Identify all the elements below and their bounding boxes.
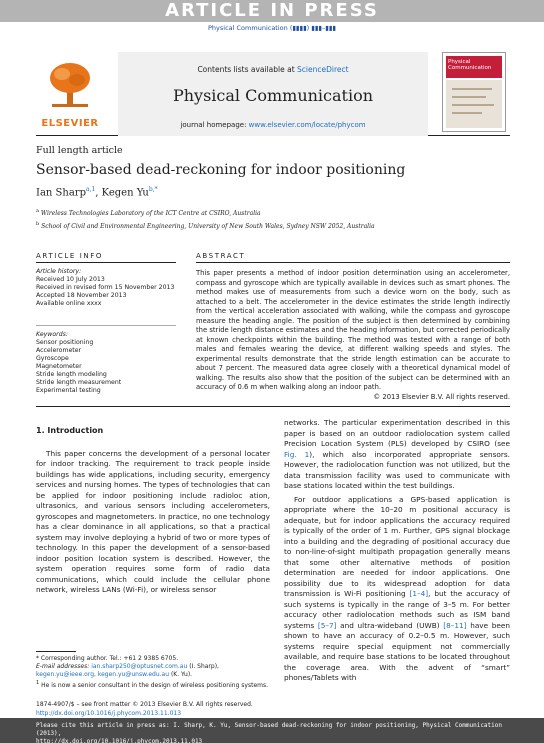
keyword: Stride length measurement [36,379,122,386]
author-marks[interactable]: a,1 [85,186,96,193]
publisher-logo[interactable] [36,60,104,132]
keyword: Sensor positioning [36,339,94,346]
figure-link[interactable]: Fig. 1 [284,449,310,459]
homepage-link[interactable]: www.elsevier.com/locate/phycom [248,121,366,129]
affiliation-mark: a [36,208,39,214]
footnote-1 [36,679,270,690]
email-owner: (I. Sharp), [189,663,219,670]
author-name[interactable]: Kegen Yu [101,187,149,199]
contents-line [118,65,428,74]
body-left-column [36,426,270,599]
journal-reference[interactable]: Physical Communication (▮▮▮▮) ▮▮▮–▮▮▮ [208,24,336,32]
divider [36,406,510,407]
email-owner: (K. Yu). [170,671,193,678]
article-in-press-banner: ARTICLE IN PRESS [0,0,544,22]
email-link[interactable]: ian.sharp250@optusnet.com.au [91,663,188,670]
article-info-heading: ARTICLE INFO [36,252,103,260]
divider [36,262,176,263]
paper-title: Sensor-based dead-reckoning for indoor positioning [36,162,406,178]
affiliation [36,219,510,232]
footnote-rule [36,651,76,652]
citation-link[interactable]: [8–11] [443,620,467,630]
history-item: Received in revised form 15 November 2013 [36,284,175,291]
footnote-mark: 1 [36,680,40,686]
affiliation-mark: b [36,221,40,227]
affiliations [36,206,510,232]
masthead-center [118,52,428,136]
text-run: have been shown to have an accuracy of 0.2–0.5 m. However, such systems require special equipment not commercially available, and require base stations to be located throughout the coverage area. With the advent of “smart” phones/Tablets with [284,620,511,682]
text-run: and ultra-wideband (UWB) [336,620,444,630]
corresponding-author-note [36,655,270,663]
citation-link[interactable]: [5–7] [317,620,337,630]
corresponding-text: Corresponding author. Tel.: +61 2 9385 6705. [40,655,179,662]
footnotes [36,655,270,690]
article-type: Full length article [36,145,123,156]
keyword: Stride length modeling [36,371,107,378]
publisher-name: ELSEVIER [41,118,99,129]
keywords-label: Keywords: [36,331,68,338]
affiliation-text: School of Civil and Environmental Engineering, University of New South Wales, Sydney NSW 2052, Australia [41,223,375,230]
divider [36,325,176,326]
citation-bar [0,718,544,743]
text-run: ), which also incorporated appropriate sensors. However, the radiolocation function was not utilized, but the data transmission facility was used to communicate with base stations located within the test buildings. [284,449,510,490]
keyword: Experimental testing [36,387,101,394]
cover-line [452,112,482,114]
cover-line [452,96,486,98]
intro-paragraph-cont [284,418,510,492]
journal-title: Physical Communication [172,86,374,105]
abstract-text: This paper presents a method of indoor position determination using an accelerometer, compass and gyroscope which are typically available in devices such as smart phones. The method makes use of measurements from such a device worn on the body, such as attached to a belt. The accelerometer in the device estimates the stride length indirectly from the vertical acceleration associated with walking, while the compass and gyroscope measure the heading angle. The position of the subject is then determined by combining the stride length distance estimates and the heading information, but corrected periodically at known checkpoints within the building. The method was tested with a range of both males and females wearing the device, at different walking speeds and styles. The experimental results demonstrate that the stride length estimation can be accurate to about 7 percent. The measured data agree closely with a theoretical dynamical model of walking. The results also show that the position of the subject can be determined with an accuracy of 0.6 m when walking along an indoor path. [196,269,510,391]
journal-cover-thumbnail[interactable] [442,52,506,132]
email-link[interactable]: kegen.yu@ieee.org, kegen.yu@unsw.edu.au [36,671,170,678]
email-note [36,663,270,679]
contents-prefix: Contents lists available at [197,65,298,74]
issn-line: 1874-4907/$ – see front matter © 2013 Elsevier B.V. All rights reserved. [36,701,253,708]
article-history [36,268,176,308]
homepage-prefix: journal homepage: [180,121,249,129]
citation-doi[interactable]: http://dx.doi.org/10.1016/j.phycom.2013.11.013 [36,738,203,743]
history-item: Received 10 July 2013 [36,276,105,283]
author-marks[interactable]: b,* [148,186,158,193]
cover-line [452,88,492,90]
copyright: © 2013 Elsevier B.V. All rights reserved. [373,393,510,401]
author-list: Ian Sharp$^{a,1}$, Kegen $Yu^{b,*}$ [36,186,158,199]
body-paragraph [284,495,510,684]
masthead [36,38,510,136]
affiliation-text: Wireless Technologies Laboratory of the ICT Centre at CSIRO, Australia [40,210,261,217]
sciencedirect-link[interactable]: ScienceDirect [297,65,349,74]
tree-icon [46,60,94,108]
text-run: networks. The particular experimentation described in this paper is based on an outdoor radiolocation system called Precision Location System (PLS) developed by CSIRO (see [284,418,510,448]
keywords [36,331,176,395]
cover-line [452,104,494,106]
doi-link[interactable]: http://dx.doi.org/10.1016/j.phycom.2013.11.013 [36,709,182,717]
citation-link[interactable]: [1–4] [409,589,429,598]
keyword: Accelerometer [36,347,82,354]
section-title: 1. Introduction [36,426,104,435]
body-right-column [284,418,510,687]
asterisk-mark: * [36,655,41,662]
divider [196,262,510,263]
citation-line: Please cite this article in press as: I. Sharp, K. Yu, Sensor-based dead-reckoning for indoor positioning, Physical Communication (2013), [36,722,502,737]
abstract-heading: ABSTRACT [196,252,246,260]
affiliation [36,206,510,219]
intro-paragraph: This paper concerns the development of a personal locater for indoor tracking. The requirement to track people inside buildings has wide applications, including security, emergency services and nursing homes. The types of technologies that can be applied for indoor positioning include radioloc ation, ultrasonics, and various sensors including accelerometers, gyroscopes and magnetometers. In practice, no one technology has a clear dominance in all applications, so that a practical system may involve deploying a hybrid of two or more types of technology. In this paper the development of a sensor-based indoor position location system is described. However, the system operation requires some form of radio data communications, which could include the cellular phone network, wireless LANs (Wi-Fi), or wireless sensor [36,448,270,594]
history-item: Accepted 18 November 2013 [36,292,127,299]
keyword: Magnetometer [36,363,82,370]
footnote-text: He is now a senior consultant in the design of wireless positioning systems. [41,682,269,689]
cover-body [446,80,502,128]
emails-label: E-mail addresses: [36,663,90,670]
cover-title: Physical Communication [448,59,492,71]
history-item: Available online xxxx [36,300,102,307]
homepage-line [118,121,428,129]
author-name[interactable]: Ian Sharp [36,187,86,199]
text-run: For outdoor applications a GPS-based application is appropriate where the 10–20 m positional accuracy is adequate, but for indoor applications the accuracy required is typically of the order of 1 m. Further, GPS signal blockage into a building and the degrading of positional accuracy due to non-line-of-sight multipath propagation generally means that some other alternative methods of position determination are needed for indoor applications. One possibility due to its widespread adoption for data transmission is Wi-Fi positioning [284,494,510,598]
keyword: Gyroscope [36,355,69,362]
article-meta [36,701,276,718]
text-run: , but the accuracy of such systems is typically in the range of 3–5 m. For better accuracy other radiolocation methods such as ISM band systems [284,589,510,630]
history-label: Article history: [36,268,82,275]
